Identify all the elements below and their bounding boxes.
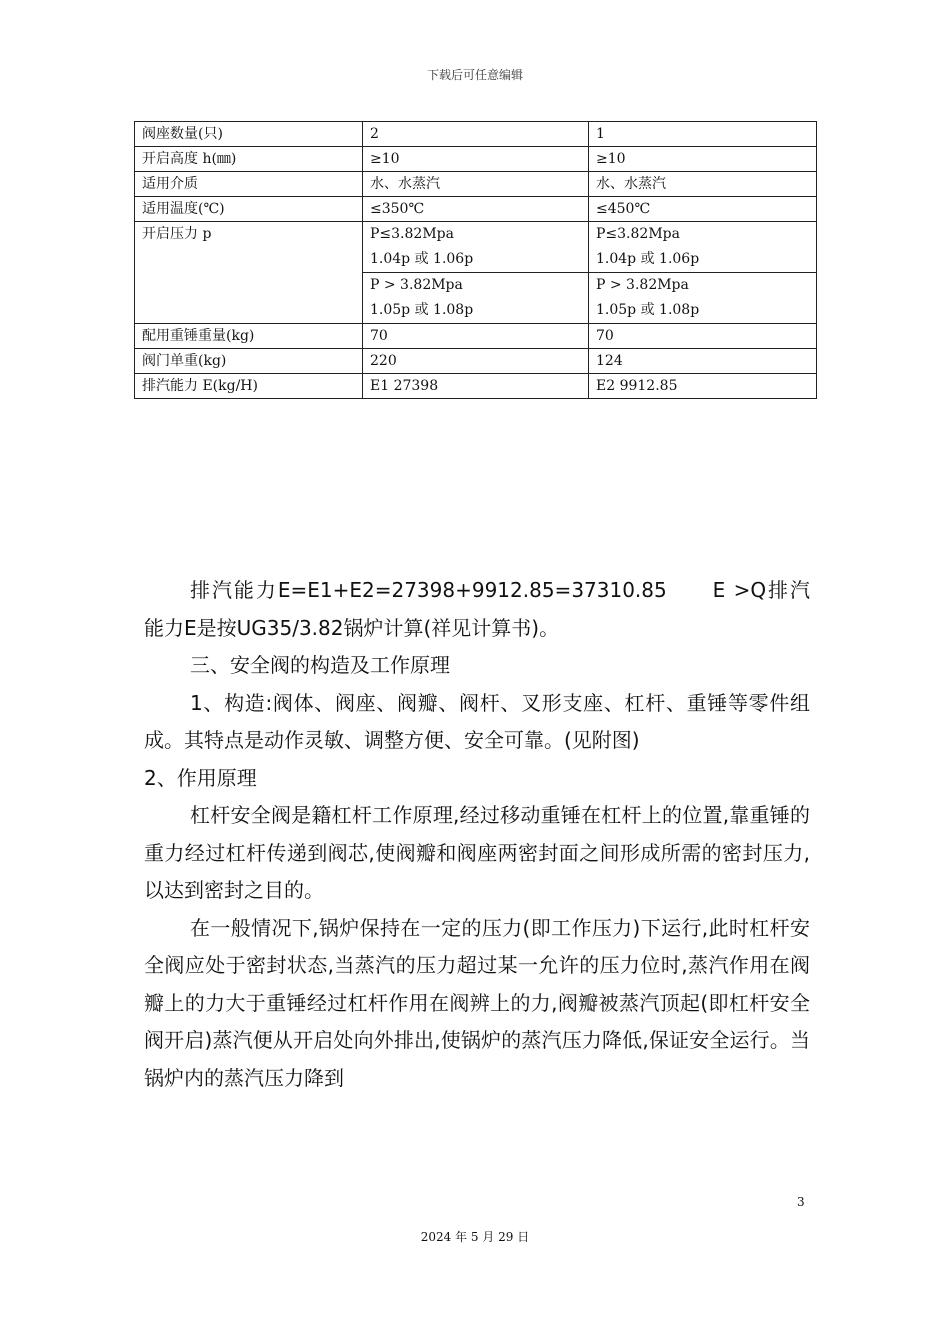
table-row [135, 349, 817, 374]
table-row [135, 222, 817, 273]
cell-value: E2 9912.85 [589, 374, 817, 399]
table-row [135, 197, 817, 222]
row-label: 阀座数量(只) [135, 122, 363, 147]
cell-line: P≤3.82Mpa [370, 226, 454, 242]
cell-value [363, 222, 589, 273]
page-number: 3 [797, 1195, 805, 1209]
cell-line: 1.04p 或 1.06p [596, 251, 700, 267]
cell-value [589, 222, 817, 273]
cell-line: 1.04p 或 1.06p [370, 251, 474, 267]
row-label: 配用重锤重量(kg) [135, 324, 363, 349]
cell-value: 水、水蒸汽 [363, 172, 589, 197]
cell-value: 70 [589, 324, 817, 349]
cell-line: P > 3.82Mpa [596, 277, 689, 293]
row-label: 阀门单重(kg) [135, 349, 363, 374]
paragraph-operation: 在一般情况下,锅炉保持在一定的压力(即工作压力)下运行,此时杠杆安全阀应处于密封状态,当蒸汽的压力超过某一允许的压力位时,蒸汽作用在阀瓣上的力大于重锤经过杠杆作用在阀辨上的力,阀瓣被蒸汽顶起(即杠杆安全阀开启)蒸汽便从开启处向外排出,使锅炉的蒸汽压力降低,保证安全运行。当锅炉内的蒸汽压力降到 [144, 915, 810, 1090]
cell-value: ≤450℃ [589, 197, 817, 222]
table-row [135, 147, 817, 172]
cell-value: E1 27398 [363, 374, 589, 399]
cell-value: 1 [589, 122, 817, 147]
cell-value: 70 [363, 324, 589, 349]
row-label: 开启压力 p [135, 222, 363, 324]
cell-line: 1.05p 或 1.08p [596, 302, 700, 318]
cell-line: P > 3.82Mpa [370, 277, 463, 293]
cell-value: 水、水蒸汽 [589, 172, 817, 197]
paragraph-construction: 1、构造:阀体、阀座、阀瓣、阀杆、叉形支座、杠杆、重锤等零件组成。其特点是动作灵敏、调整方便、安全可靠。(见附图) [144, 690, 810, 752]
cell-value: 124 [589, 349, 817, 374]
subsection-heading: 2、作用原理 [144, 765, 257, 790]
cell-value: 220 [363, 349, 589, 374]
table-row [135, 324, 817, 349]
cell-line: P≤3.82Mpa [596, 226, 680, 242]
table-row [135, 374, 817, 399]
row-label: 适用介质 [135, 172, 363, 197]
row-label: 开启高度 h(㎜) [135, 147, 363, 172]
body-text [144, 572, 810, 1097]
table-row [135, 172, 817, 197]
cell-value: ≥10 [363, 147, 589, 172]
cell-value [589, 273, 817, 324]
section-heading: 三、安全阀的构造及工作原理 [190, 653, 450, 677]
row-label: 排汽能力 E(kg/H) [135, 374, 363, 399]
row-label: 适用温度(℃) [135, 197, 363, 222]
page-header: 下载后可任意编辑 [426, 68, 523, 82]
table-row [135, 122, 817, 147]
cell-value: 2 [363, 122, 589, 147]
cell-line: 1.05p 或 1.08p [370, 302, 474, 318]
page-footer-date: 2024 年 5 月 29 日 [420, 1230, 530, 1244]
cell-value: ≤350℃ [363, 197, 589, 222]
paragraph-exhaust-capacity: 排汽能力E=E1+E2=27398+9912.85=37310.85 E >Q排汽能力E是按UG35/3.82锅炉计算(祥见计算书)。 [144, 578, 810, 640]
cell-value [363, 273, 589, 324]
cell-value: ≥10 [589, 147, 817, 172]
valve-spec-table [134, 121, 817, 399]
paragraph-principle: 杠杆安全阀是籍杠杆工作原理,经过移动重锤在杠杆上的位置,靠重锤的重力经过杠杆传递到阀芯,使阀瓣和阀座两密封面之间形成所需的密封压力,以达到密封之目的。 [144, 803, 810, 902]
